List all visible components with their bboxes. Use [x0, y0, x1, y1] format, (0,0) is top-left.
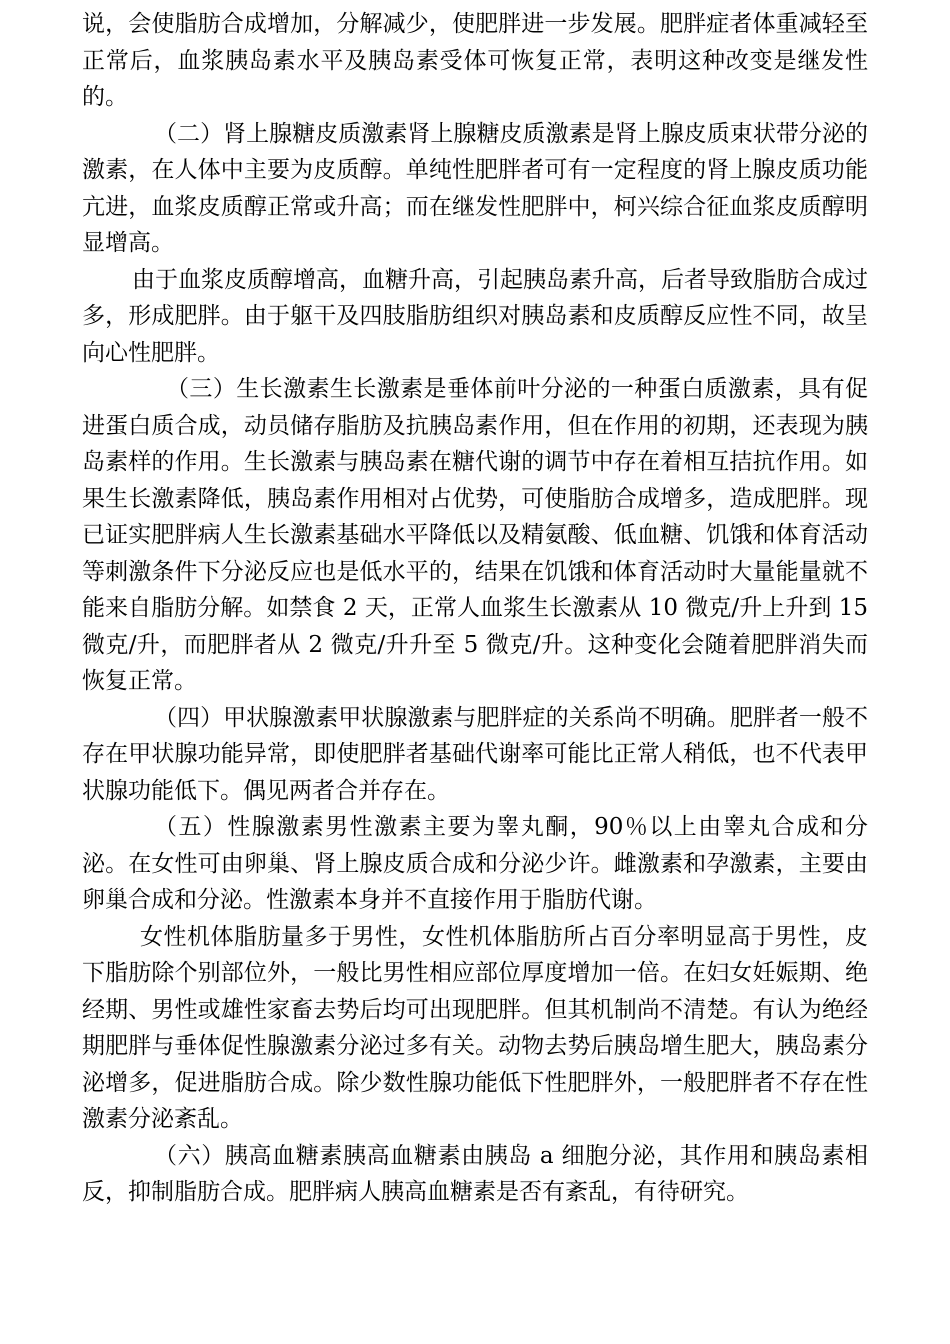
paragraph-female-fat: 女性机体脂肪量多于男性，女性机体脂肪所占百分率明显高于男性，皮下脂肪除个别部位外，一般比男性相应部位厚度增加一倍。在妇女妊娠期、绝经期、男性或雄性家畜去势后均可出现肥胖。但其机制尚不清楚。有认为绝经期肥胖与垂体促性腺激素分泌过多有关。动物去势后胰岛增生肥大，胰岛素分泌增多，促进脂肪合成。除少数性腺功能低下性肥胖外，一般肥胖者不存在性激素分泌紊乱。	[82, 923, 868, 1132]
paragraph-glucagon: （六）胰高血糖素胰高血糖素由胰岛 a 细胞分泌，其作用和胰岛素相反，抑制脂肪合成。肥胖病人胰高血糖素是否有紊乱，有待研究。	[82, 1142, 868, 1205]
paragraph-sex-hormone: （五）性腺激素男性激素主要为睾丸酮，90％以上由睾丸合成和分泌。在女性可由卵巢、肾上腺皮质合成和分泌少许。雌激素和孕激素，主要由卵巢合成和分泌。性激素本身并不直接作用于脂肪代谢。	[82, 814, 868, 913]
paragraph-glucocorticoid: （二）肾上腺糖皮质激素肾上腺糖皮质激素是肾上腺皮质束状带分泌的激素，在人体中主要为皮质醇。单纯性肥胖者可有一定程度的肾上腺皮质功能亢进，血浆皮质醇正常或升高；而在继发性肥胖中，柯兴综合征血浆皮质醇明显增高。	[82, 120, 868, 256]
paragraph-insulin-continued: 说，会使脂肪合成增加，分解减少，使肥胖进一步发展。肥胖症者体重减轻至正常后，血浆胰岛素水平及胰岛素受体可恢复正常，表明这种改变是继发性的。	[82, 11, 868, 110]
paragraph-cortisol-effect: 由于血浆皮质醇增高，血糖升高，引起胰岛素升高，后者导致脂肪合成过多，形成肥胖。由于躯干及四肢脂肪组织对胰岛素和皮质醇反应性不同，故呈向心性肥胖。	[82, 266, 868, 366]
paragraph-thyroid-hormone: （四）甲状腺激素甲状腺激素与肥胖症的关系尚不明确。肥胖者一般不存在甲状腺功能异常，即使肥胖者基础代谢率可能比正常人稍低，也不代表甲状腺功能低下。偶见两者合并存在。	[82, 704, 868, 804]
paragraph-growth-hormone: （三）生长激素生长激素是垂体前叶分泌的一种蛋白质激素，具有促进蛋白质合成，动员储存脂肪及抗胰岛素作用，但在作用的初期，还表现为胰岛素样的作用。生长激素与胰岛素在糖代谢的调节中存在着相互拮抗作用。如果生长激素降低，胰岛素作用相对占优势，可使脂肪合成增多，造成肥胖。现已证实肥胖病人生长激素基础水平降低以及精氨酸、低血糖、饥饿和体育活动等刺激条件下分泌反应也是低水平的，结果在饥饿和体育活动时大量能量就不能来自脂肪分解。如禁食 2 天，正常人血浆生长激素从 10 微克/升上升到 15 微克/升，而肥胖者从 2 微克/升升至 5 微克/升。这种变化会随着肥胖消失而恢复正常。	[82, 376, 868, 694]
